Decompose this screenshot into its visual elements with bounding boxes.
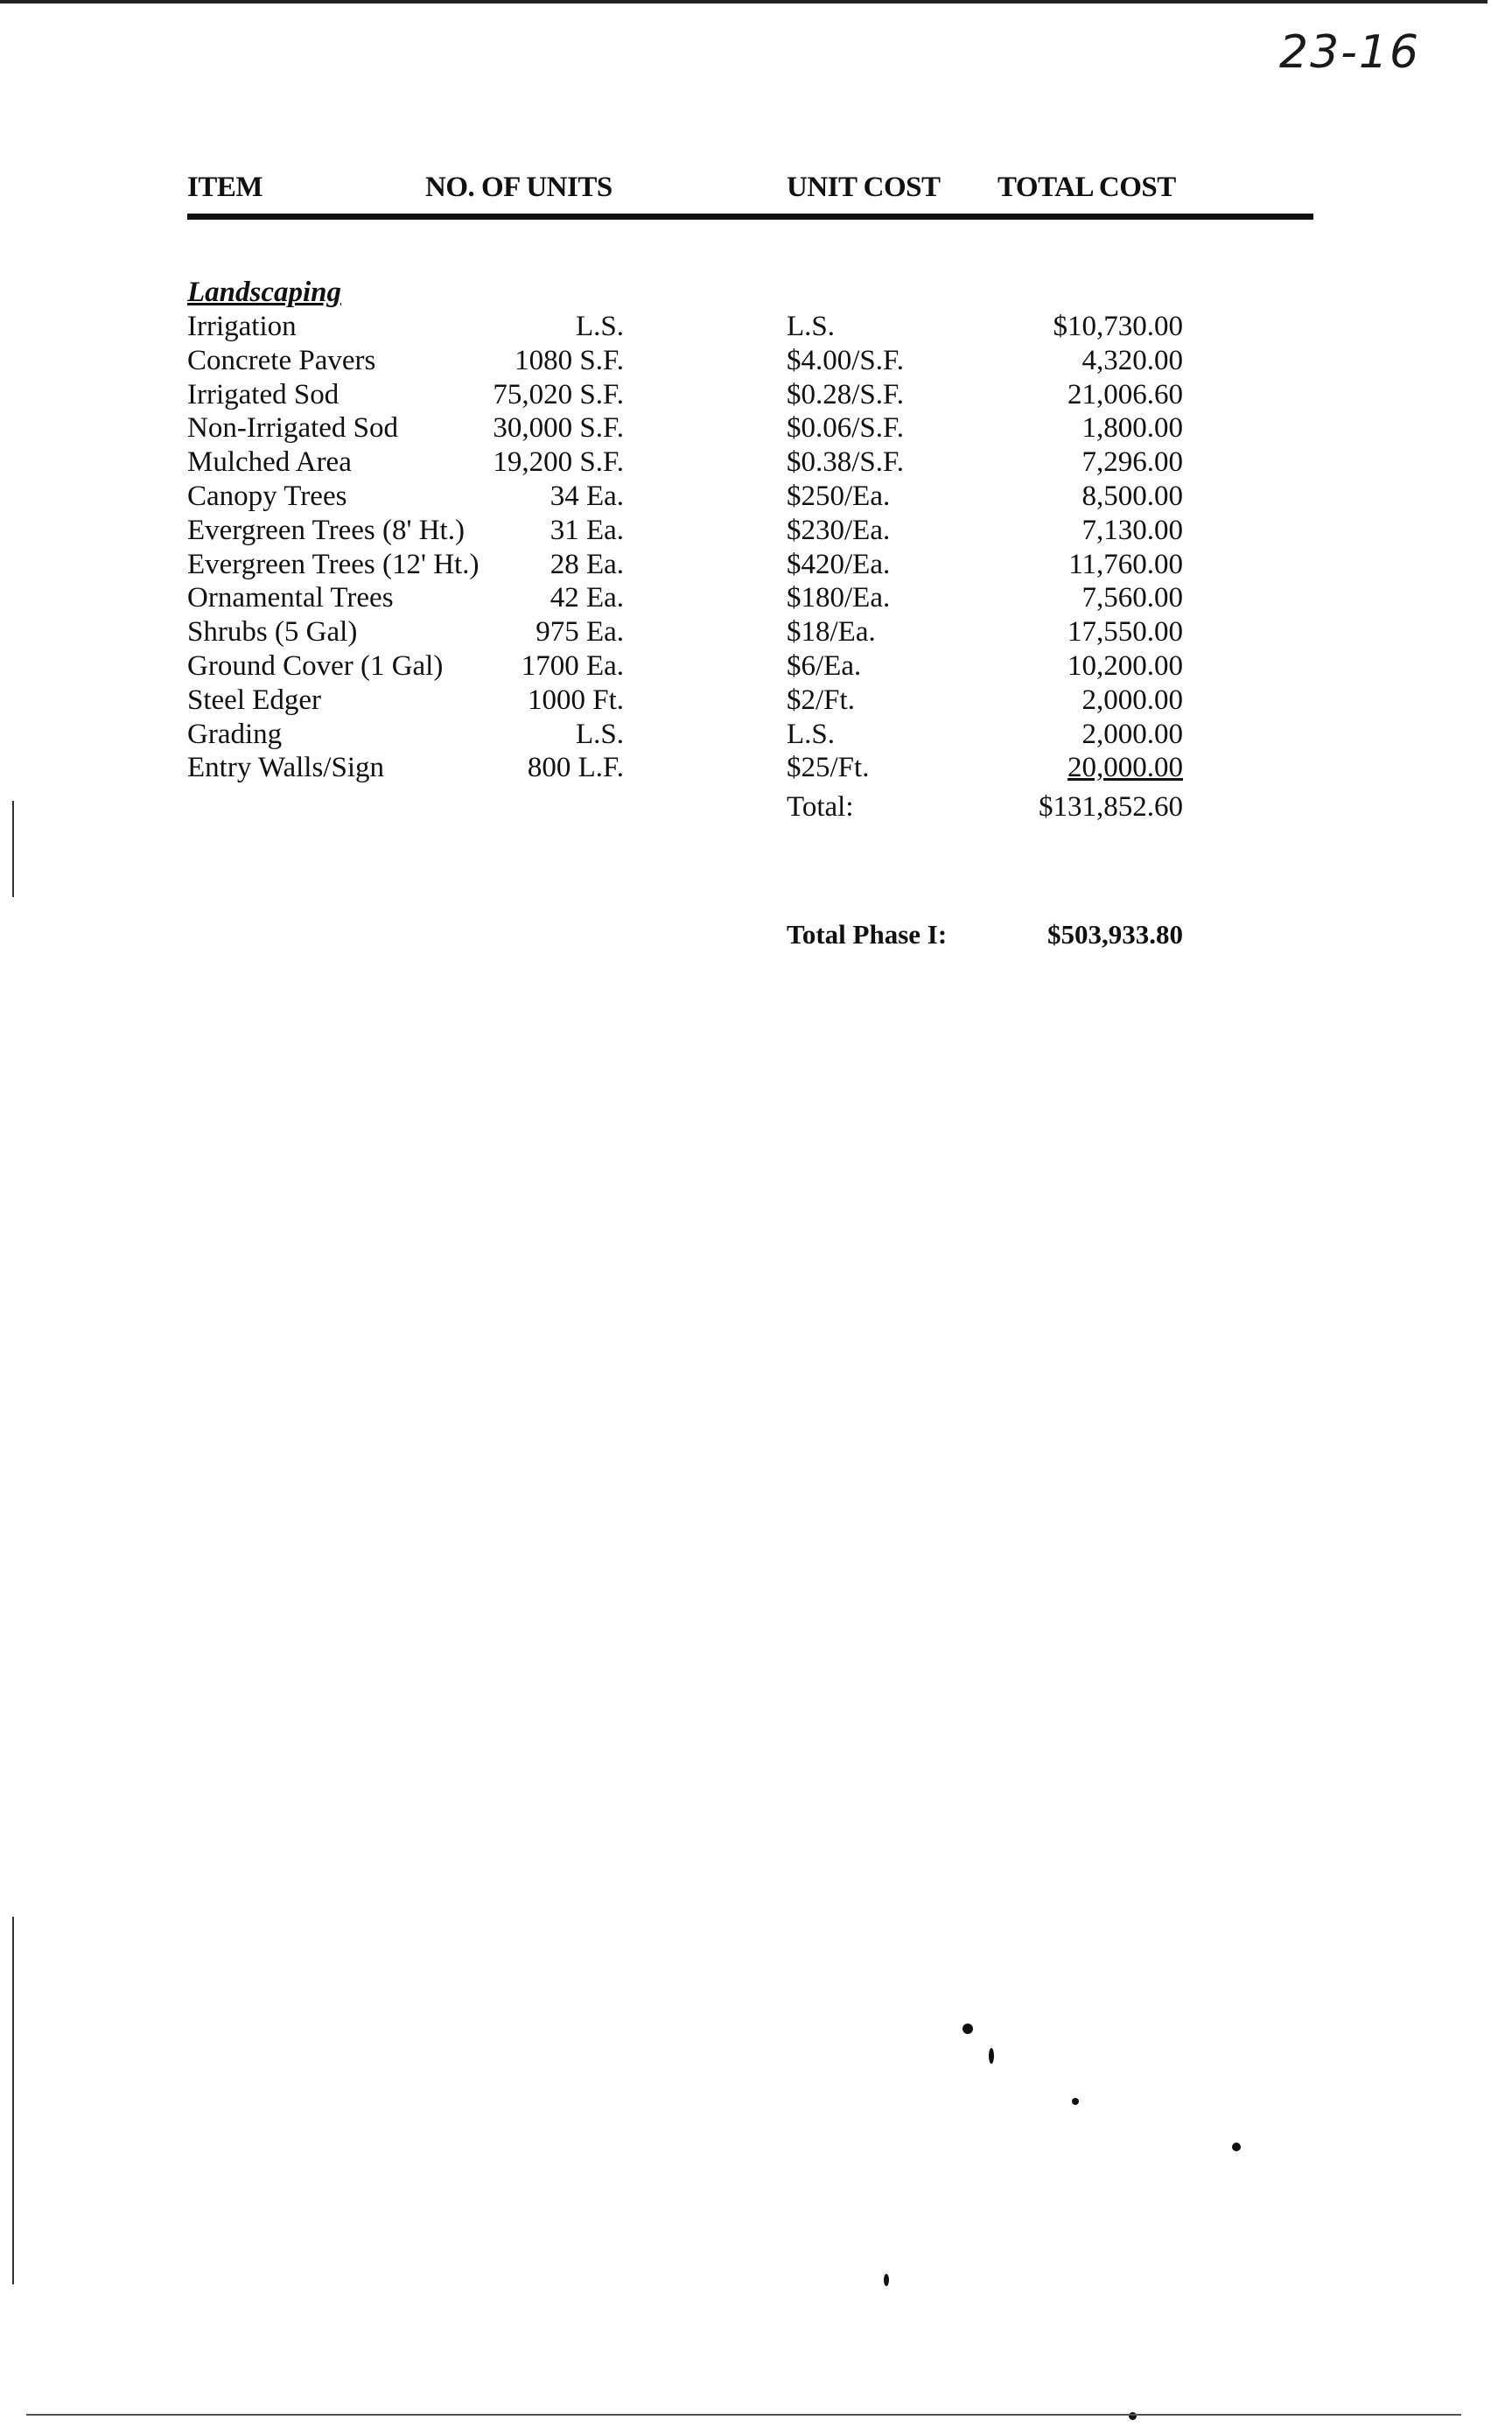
row-units: 1000 Ft. — [527, 684, 624, 716]
row-item: Evergreen Trees (8' Ht.) — [187, 514, 465, 546]
table-row — [0, 345, 1512, 379]
scan-speck — [989, 2048, 994, 2064]
header-item: ITEM — [187, 172, 263, 203]
row-total-cost: 2,000.00 — [1082, 684, 1183, 716]
table-row — [0, 752, 1512, 786]
row-unit-cost: $25/Ft. — [787, 752, 870, 784]
row-unit-cost: L.S. — [787, 311, 836, 342]
row-units: 28 Ea. — [550, 548, 624, 580]
row-item: Ground Cover (1 Gal) — [187, 650, 444, 682]
handwritten-page-number: 23-16 — [1279, 26, 1421, 79]
row-units: 19,200 S.F. — [493, 446, 624, 479]
table-row — [0, 616, 1512, 650]
row-unit-cost: $180/Ea. — [787, 582, 891, 614]
scan-speck — [1072, 2098, 1079, 2105]
row-units: 42 Ea. — [550, 582, 624, 614]
row-total-cost: 10,200.00 — [1068, 650, 1183, 682]
row-units: 975 Ea. — [536, 616, 624, 649]
row-unit-cost: $250/Ea. — [787, 480, 891, 512]
phase-total-label: Total Phase I: — [787, 919, 948, 950]
row-units: 800 L.F. — [527, 752, 624, 784]
header-total-cost: TOTAL COST — [998, 172, 1176, 203]
table-row — [0, 412, 1512, 446]
row-total-cost: 21,006.60 — [1068, 378, 1183, 410]
row-item: Entry Walls/Sign — [187, 752, 384, 784]
row-units: 1080 S.F. — [514, 344, 624, 376]
row-units: 34 Ea. — [550, 480, 624, 512]
total-value: $131,852.60 — [1039, 791, 1183, 823]
phase-total-value: $503,933.80 — [1047, 919, 1183, 950]
table-row — [0, 480, 1512, 515]
row-unit-cost: $0.06/S.F. — [787, 412, 904, 445]
table-row — [0, 719, 1512, 753]
row-units: L.S. — [575, 718, 624, 750]
row-item: Non-Irrigated Sod — [187, 412, 399, 445]
row-item: Grading — [187, 718, 283, 750]
row-total-cost: $10,730.00 — [1053, 311, 1183, 342]
table-row — [0, 549, 1512, 583]
row-unit-cost: $0.28/S.F. — [787, 378, 904, 410]
row-total-cost: 20,000.00 — [1068, 752, 1183, 784]
section-title: Landscaping — [187, 277, 342, 308]
header-unit-cost: UNIT COST — [787, 172, 941, 203]
scan-speck — [884, 2274, 889, 2286]
scan-margin-mark — [12, 801, 14, 897]
total-label: Total: — [787, 791, 854, 823]
row-unit-cost: $0.38/S.F. — [787, 446, 904, 479]
table-row — [0, 446, 1512, 480]
row-total-cost: 8,500.00 — [1082, 480, 1183, 512]
row-item: Steel Edger — [187, 684, 322, 716]
row-item: Evergreen Trees (12' Ht.) — [187, 548, 480, 580]
row-unit-cost: L.S. — [787, 718, 836, 750]
row-item: Canopy Trees — [187, 480, 347, 512]
row-units: 75,020 S.F. — [493, 378, 624, 410]
page-top-edge — [0, 0, 1488, 4]
row-units: 31 Ea. — [550, 514, 624, 546]
row-units: 30,000 S.F. — [493, 412, 624, 445]
row-total-cost: 7,560.00 — [1082, 582, 1183, 614]
row-unit-cost: $6/Ea. — [787, 650, 862, 682]
row-unit-cost: $4.00/S.F. — [787, 344, 904, 376]
row-item: Ornamental Trees — [187, 582, 394, 614]
scan-speck — [962, 2024, 973, 2034]
table-row — [0, 311, 1512, 345]
row-unit-cost: $230/Ea. — [787, 514, 891, 546]
row-total-cost: 7,130.00 — [1082, 514, 1183, 546]
row-total-cost: 7,296.00 — [1082, 446, 1183, 479]
row-unit-cost: $420/Ea. — [787, 548, 891, 580]
row-item: Irrigated Sod — [187, 378, 340, 410]
row-total-cost: 1,800.00 — [1082, 412, 1183, 445]
table-row — [0, 582, 1512, 616]
header-units: NO. OF UNITS — [425, 172, 612, 203]
table-row — [0, 379, 1512, 413]
row-item: Irrigation — [187, 311, 297, 342]
table-row — [0, 515, 1512, 549]
row-total-cost: 17,550.00 — [1068, 616, 1183, 649]
row-item: Shrubs (5 Gal) — [187, 616, 358, 649]
scan-speck — [1232, 2143, 1241, 2151]
scan-margin-mark — [12, 1917, 14, 2284]
row-item: Concrete Pavers — [187, 344, 376, 376]
row-units: 1700 Ea. — [521, 650, 624, 682]
row-total-cost: 4,320.00 — [1082, 344, 1183, 376]
table-row — [0, 650, 1512, 684]
row-unit-cost: $18/Ea. — [787, 616, 876, 649]
row-units: L.S. — [575, 311, 624, 342]
row-item: Mulched Area — [187, 446, 352, 479]
row-total-cost: 11,760.00 — [1068, 548, 1183, 580]
page-bottom-edge — [26, 2414, 1461, 2416]
row-total-cost: 2,000.00 — [1082, 718, 1183, 750]
row-unit-cost: $2/Ft. — [787, 684, 855, 716]
header-rule — [187, 214, 1313, 220]
table-row — [0, 684, 1512, 719]
